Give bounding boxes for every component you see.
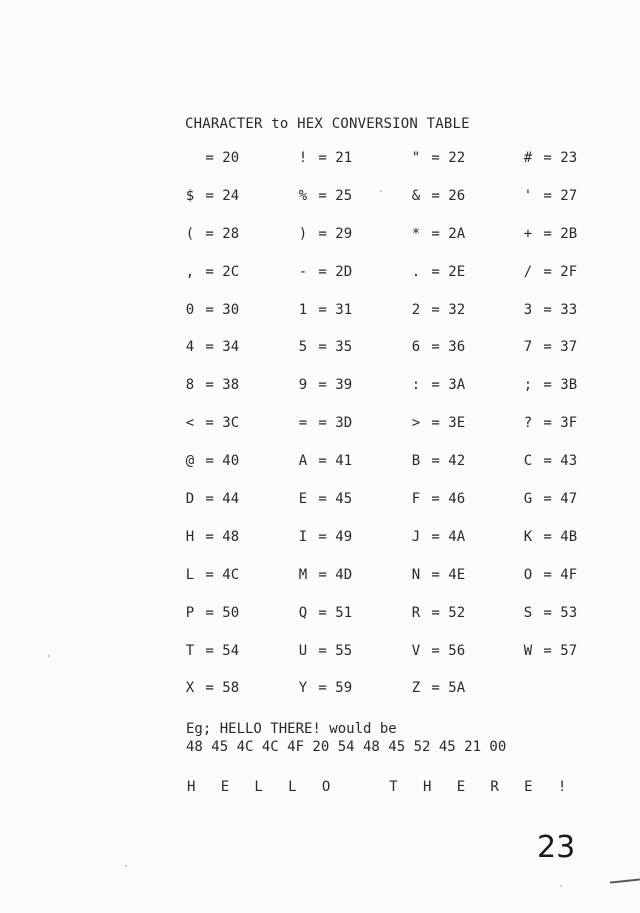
- table-cell: C = 43: [521, 453, 577, 469]
- character: 0: [185, 301, 195, 318]
- hex-value: 4E: [448, 566, 466, 583]
- table-row: [183, 226, 603, 264]
- hex-value: 43: [560, 453, 578, 470]
- character: 9: [298, 377, 308, 394]
- table-cell: : = 3A: [409, 377, 465, 393]
- scan-speck: [380, 190, 382, 192]
- hex-value: 24: [222, 187, 240, 204]
- hex-value: 42: [448, 453, 466, 470]
- character: G: [523, 491, 533, 508]
- table-row: [183, 188, 603, 226]
- table-cell: ; = 3B: [521, 377, 577, 393]
- table-row: [183, 643, 603, 681]
- character: (: [185, 225, 195, 242]
- character: V: [411, 642, 421, 659]
- hex-value: 4A: [448, 528, 466, 545]
- hex-value: 54: [222, 642, 240, 659]
- table-cell: 9 = 39: [296, 377, 352, 393]
- hex-value: 4C: [222, 566, 240, 583]
- table-cell: % = 25: [296, 188, 352, 204]
- character: ': [523, 187, 533, 204]
- hex-value: 3B: [560, 377, 578, 394]
- character: +: [523, 225, 533, 242]
- character: /: [523, 263, 533, 280]
- table-cell: M = 4D: [296, 567, 352, 583]
- table-cell: , = 2C: [183, 264, 239, 280]
- table-cell: O = 4F: [521, 567, 577, 583]
- character: B: [411, 453, 421, 470]
- character: &: [411, 187, 421, 204]
- character: 6: [411, 339, 421, 356]
- table-cell: < = 3C: [183, 415, 239, 431]
- character: ,: [185, 263, 195, 280]
- table-cell: $ = 24: [183, 188, 239, 204]
- table-cell: 4 = 34: [183, 339, 239, 355]
- table-cell: / = 2F: [521, 264, 577, 280]
- hex-value: 44: [222, 491, 240, 508]
- scan-speck: [560, 885, 562, 887]
- table-cell: & = 26: [409, 188, 465, 204]
- character: F: [411, 491, 421, 508]
- table-row: [183, 453, 603, 491]
- table-cell: A = 41: [296, 453, 352, 469]
- table-cell: . = 2E: [409, 264, 465, 280]
- table-cell: Z = 5A: [409, 680, 465, 696]
- hex-value: 3F: [560, 415, 578, 432]
- example-block: [186, 720, 506, 756]
- character: 1: [298, 301, 308, 318]
- hex-value: 59: [335, 680, 353, 697]
- character: ;: [523, 377, 533, 394]
- hex-value: 2E: [448, 263, 466, 280]
- hex-value: 32: [448, 301, 466, 318]
- table-cell: G = 47: [521, 491, 577, 507]
- character: J: [411, 528, 421, 545]
- character: U: [298, 642, 308, 659]
- table-cell: 7 = 37: [521, 339, 577, 355]
- hex-value: 36: [448, 339, 466, 356]
- character: P: [185, 604, 195, 621]
- character: N: [411, 566, 421, 583]
- table-cell: H = 48: [183, 529, 239, 545]
- scan-artifact: [610, 878, 640, 883]
- character: <: [185, 415, 195, 432]
- hex-value: 25: [335, 187, 353, 204]
- hex-value: 3D: [335, 415, 353, 432]
- table-cell: R = 52: [409, 605, 465, 621]
- character: *: [411, 225, 421, 242]
- table-cell: ) = 29: [296, 226, 352, 242]
- hex-value: 5A: [448, 680, 466, 697]
- character: #: [523, 150, 533, 166]
- character: Q: [298, 604, 308, 621]
- character: O: [523, 566, 533, 583]
- table-cell: 0 = 30: [183, 302, 239, 318]
- table-cell: * = 2A: [409, 226, 465, 242]
- hex-value: 2B: [560, 225, 578, 242]
- hex-value: 46: [448, 491, 466, 508]
- hex-value: 52: [448, 604, 466, 621]
- hex-value: 3E: [448, 415, 466, 432]
- table-cell: ! = 21: [296, 150, 352, 166]
- hex-value: 26: [448, 187, 466, 204]
- character: H: [185, 528, 195, 545]
- hex-value: 49: [335, 528, 353, 545]
- hex-value: 33: [560, 301, 578, 318]
- example-hex-codes: 48 45 4C 4C 4F 20 54 48 45 52 45 21 00: [186, 739, 507, 755]
- scan-speck: [125, 865, 127, 867]
- table-row: [183, 377, 603, 415]
- table-cell: Q = 51: [296, 605, 352, 621]
- character: S: [523, 604, 533, 621]
- table-cell: S = 53: [521, 605, 577, 621]
- table-row: [183, 302, 603, 340]
- hex-value: 45: [335, 491, 353, 508]
- table-row: [183, 680, 603, 718]
- hex-value: 23: [560, 150, 578, 166]
- table-row: [183, 339, 603, 377]
- example-spaced-letters: H E L L O T H E R E !: [187, 779, 567, 795]
- hex-value: 3C: [222, 415, 240, 432]
- table-cell: L = 4C: [183, 567, 239, 583]
- hex-value: 2A: [448, 225, 466, 242]
- table-cell: ? = 3F: [521, 415, 577, 431]
- character: %: [298, 187, 308, 204]
- table-cell: K = 4B: [521, 529, 577, 545]
- hex-value: 31: [335, 301, 353, 318]
- table-cell: W = 57: [521, 643, 577, 659]
- hex-value: 40: [222, 453, 240, 470]
- table-cell: P = 50: [183, 605, 239, 621]
- character: :: [411, 377, 421, 394]
- hex-value: 39: [335, 377, 353, 394]
- hex-value: 56: [448, 642, 466, 659]
- table-row: [183, 264, 603, 302]
- hex-value: 29: [335, 225, 353, 242]
- hex-value: 34: [222, 339, 240, 356]
- table-cell: ' = 27: [521, 188, 577, 204]
- character: W: [523, 642, 533, 659]
- character: $: [185, 187, 195, 204]
- character: E: [298, 491, 308, 508]
- hex-value: 38: [222, 377, 240, 394]
- table-cell: 6 = 36: [409, 339, 465, 355]
- table-cell: B = 42: [409, 453, 465, 469]
- table-cell: 1 = 31: [296, 302, 352, 318]
- character: I: [298, 528, 308, 545]
- hex-value: 2F: [560, 263, 578, 280]
- table-cell: + = 2B: [521, 226, 577, 242]
- character: Z: [411, 680, 421, 697]
- character: ): [298, 225, 308, 242]
- hex-value: 55: [335, 642, 353, 659]
- table-cell: N = 4E: [409, 567, 465, 583]
- table-cell: ( = 28: [183, 226, 239, 242]
- character: !: [298, 150, 308, 166]
- character: 8: [185, 377, 195, 394]
- character: 5: [298, 339, 308, 356]
- hex-value: 20: [222, 150, 240, 166]
- character: K: [523, 528, 533, 545]
- page-title: CHARACTER to HEX CONVERSION TABLE: [185, 116, 470, 132]
- hex-value: 41: [335, 453, 353, 470]
- hex-value: 53: [560, 604, 578, 621]
- table-cell: = 20: [197, 150, 240, 166]
- hex-value: 4F: [560, 566, 578, 583]
- hex-value: 37: [560, 339, 578, 356]
- hex-value: 22: [448, 150, 466, 166]
- hex-value: 35: [335, 339, 353, 356]
- table-cell: I = 49: [296, 529, 352, 545]
- character: ?: [523, 415, 533, 432]
- conversion-table: [183, 150, 603, 718]
- table-row: [183, 605, 603, 643]
- hex-value: 58: [222, 680, 240, 697]
- table-cell: D = 44: [183, 491, 239, 507]
- table-cell: # = 23: [521, 150, 577, 166]
- table-row: [183, 567, 603, 605]
- table-cell: 5 = 35: [296, 339, 352, 355]
- character: X: [185, 680, 195, 697]
- table-cell: T = 54: [183, 643, 239, 659]
- character: L: [185, 566, 195, 583]
- table-cell: J = 4A: [409, 529, 465, 545]
- character: 7: [523, 339, 533, 356]
- character: 3: [523, 301, 533, 318]
- character: .: [411, 263, 421, 280]
- character: 4: [185, 339, 195, 356]
- table-row: [183, 529, 603, 567]
- table-cell: = = 3D: [296, 415, 352, 431]
- table-row: [183, 491, 603, 529]
- table-cell: 8 = 38: [183, 377, 239, 393]
- hex-value: 28: [222, 225, 240, 242]
- hex-value: 4B: [560, 528, 578, 545]
- hex-value: 51: [335, 604, 353, 621]
- character: R: [411, 604, 421, 621]
- hex-value: 4D: [335, 566, 353, 583]
- character: >: [411, 415, 421, 432]
- table-cell: - = 2D: [296, 264, 352, 280]
- hex-value: 48: [222, 528, 240, 545]
- character: D: [185, 491, 195, 508]
- table-cell: U = 55: [296, 643, 352, 659]
- hex-value: 57: [560, 642, 578, 659]
- table-cell: > = 3E: [409, 415, 465, 431]
- character: C: [523, 453, 533, 470]
- scan-speck: [48, 655, 50, 657]
- character: @: [185, 453, 195, 470]
- hex-value: 50: [222, 604, 240, 621]
- hex-value: 2C: [222, 263, 240, 280]
- character: T: [185, 642, 195, 659]
- table-cell: @ = 40: [183, 453, 239, 469]
- hex-value: 30: [222, 301, 240, 318]
- table-row: [183, 150, 603, 188]
- hex-value: 47: [560, 491, 578, 508]
- table-cell: 2 = 32: [409, 302, 465, 318]
- page-number: 23: [537, 830, 576, 865]
- character: ": [411, 150, 421, 166]
- character: M: [298, 566, 308, 583]
- table-cell: E = 45: [296, 491, 352, 507]
- table-cell: V = 56: [409, 643, 465, 659]
- table-cell: " = 22: [409, 150, 465, 166]
- table-cell: Y = 59: [296, 680, 352, 696]
- character: 2: [411, 301, 421, 318]
- character: Y: [298, 680, 308, 697]
- table-cell: X = 58: [183, 680, 239, 696]
- table-row: [183, 415, 603, 453]
- character: A: [298, 453, 308, 470]
- hex-value: 27: [560, 187, 578, 204]
- table-cell: 3 = 33: [521, 302, 577, 318]
- hex-value: 21: [335, 150, 353, 166]
- hex-value: 2D: [335, 263, 353, 280]
- hex-value: 3A: [448, 377, 466, 394]
- table-cell: F = 46: [409, 491, 465, 507]
- character: =: [298, 415, 308, 432]
- example-intro: Eg; HELLO THERE! would be: [186, 721, 397, 737]
- character: -: [298, 263, 308, 280]
